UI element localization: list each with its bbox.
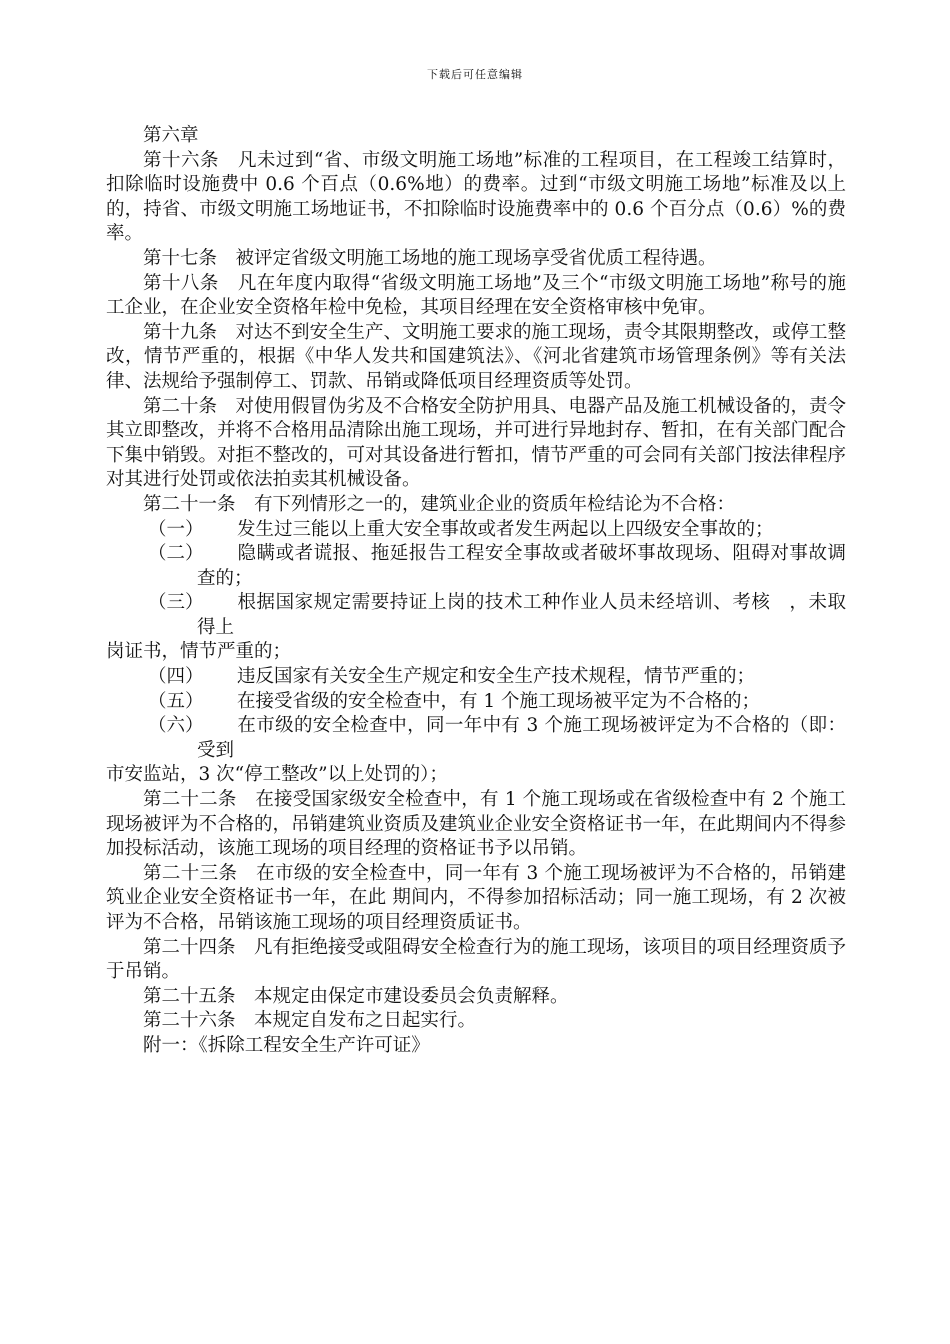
list-item-number: （三）	[148, 592, 204, 614]
list-item-4	[106, 665, 846, 690]
list-item-text: 根据国家规定需要持证上岗的技术工种作业人员未经培训、考核 ，未取得上	[197, 592, 846, 638]
list-item-number: （四）	[148, 666, 204, 688]
list-item-5	[106, 690, 846, 715]
list-item-number: （一）	[148, 518, 204, 540]
list-item-text: 隐瞒或者谎报、拖延报告工程安全事故或者破坏事故现场、阻碍对事故调查的；	[197, 543, 846, 589]
annex-line: 附一：《拆除工程安全生产许可证》	[143, 1034, 430, 1056]
article-16: 第十六条 凡未过到“省、市级文明施工场地”标准的工程项目，在工程竣工结算时，扣除临时设施费中 0.6 个百点（0.6%地）的费率。过到“市级文明施工场地”标准及以上的，持省、市级文明施工场地证书，不扣除临时设施费率中的 0.6 个百分点（0.6）%的费率。	[106, 149, 846, 245]
page-header: 下载后可任意编辑	[427, 68, 523, 81]
article-18: 第十八条 凡在年度内取得“省级文明施工场地”及三个“市级文明施工场地”称号的施工企业，在企业安全资格年检中免检，其项目经理在安全资格审核中免审。	[106, 272, 846, 319]
list-item-number: （六）	[148, 715, 204, 737]
article-22: 第二十二条 在接受国家级安全检查中，有 1 个施工现场或在省级检查中有 2 个施工现场被评为不合格的，吊销建筑业资质及建筑业企业安全资格证书一年，在此期间内不得参加投标活动，该施工现场的项目经理的资格证书予以吊销。	[106, 789, 847, 860]
article-21: 第二十一条 有下列情形之一的，建筑业企业的资质年检结论为不合格：	[143, 493, 736, 515]
article-26: 第二十六条 本规定自发布之日起实行。	[143, 1010, 477, 1032]
list-item-text: 在市级的安全检查中，同一年中有 3 个施工现场被评定为不合格的（即：受到	[197, 715, 846, 761]
list-item-6	[106, 714, 846, 763]
article-25: 第二十五条 本规定由保定市建设委员会负责解释。	[143, 985, 569, 1007]
article-17: 第十七条 被评定省级文明施工场地的施工现场享受省优质工程待遇。	[143, 247, 717, 269]
chapter-heading: 第六章	[143, 125, 199, 146]
list-item-1	[106, 518, 846, 543]
article-20: 第二十条 对使用假冒伪劣及不合格安全防护用具、电器产品及施工机械设备的，责令其立即整改，并将不合格用品清除出施工现场，并可进行异地封存、暂扣，在有关部门配合下集中销毁。对拒不整改的，可对其设备进行暂扣，情节严重的可会同有关部门按法律程序对其进行处罚或依法拍卖其机械设备。	[106, 395, 847, 491]
list-item-3	[106, 591, 846, 640]
list-item-text: 在接受省级的安全检查中，有 1 个施工现场被平定为不合格的；	[237, 690, 761, 712]
article-19: 第十九条 对达不到安全生产、文明施工要求的施工现场，责令其限期整改，或停工整改，情节严重的，根据《中华人发共和国建筑法》、《河北省建筑市场管理条例》等有关法律、法规给予强制停工、罚款、吊销或降低项目经理资质等处罚。	[106, 321, 847, 392]
list-item-3-continuation: 岗证书，情节严重的；	[106, 641, 292, 663]
document-body	[106, 124, 846, 1059]
list-item-2	[106, 542, 846, 591]
list-item-number: （二）	[148, 543, 204, 565]
article-24: 第二十四条 凡有拒绝接受或阻碍安全检查行为的施工现场，该项目的项目经理资质予于吊销。	[106, 936, 847, 983]
list-item-6-continuation: 市安监站，3 次“停工整改”以上处罚的）；	[106, 764, 448, 786]
list-item-text: 发生过三能以上重大安全事故或者发生两起以上四级安全事故的；	[237, 518, 774, 540]
list-item-text: 违反国家有关安全生产规定和安全生产技术规程，情节严重的；	[237, 666, 756, 688]
article-23: 第二十三条 在市级的安全检查中，同一年有 3 个施工现场被评为不合格的，吊销建筑业企业安全资格证书一年，在此 期间内，不得参加招标活动；同一施工现场，有 2 次被评为不合格，吊销该施工现场的项目经理资质证书。	[106, 862, 846, 933]
list-item-number: （五）	[148, 690, 204, 712]
